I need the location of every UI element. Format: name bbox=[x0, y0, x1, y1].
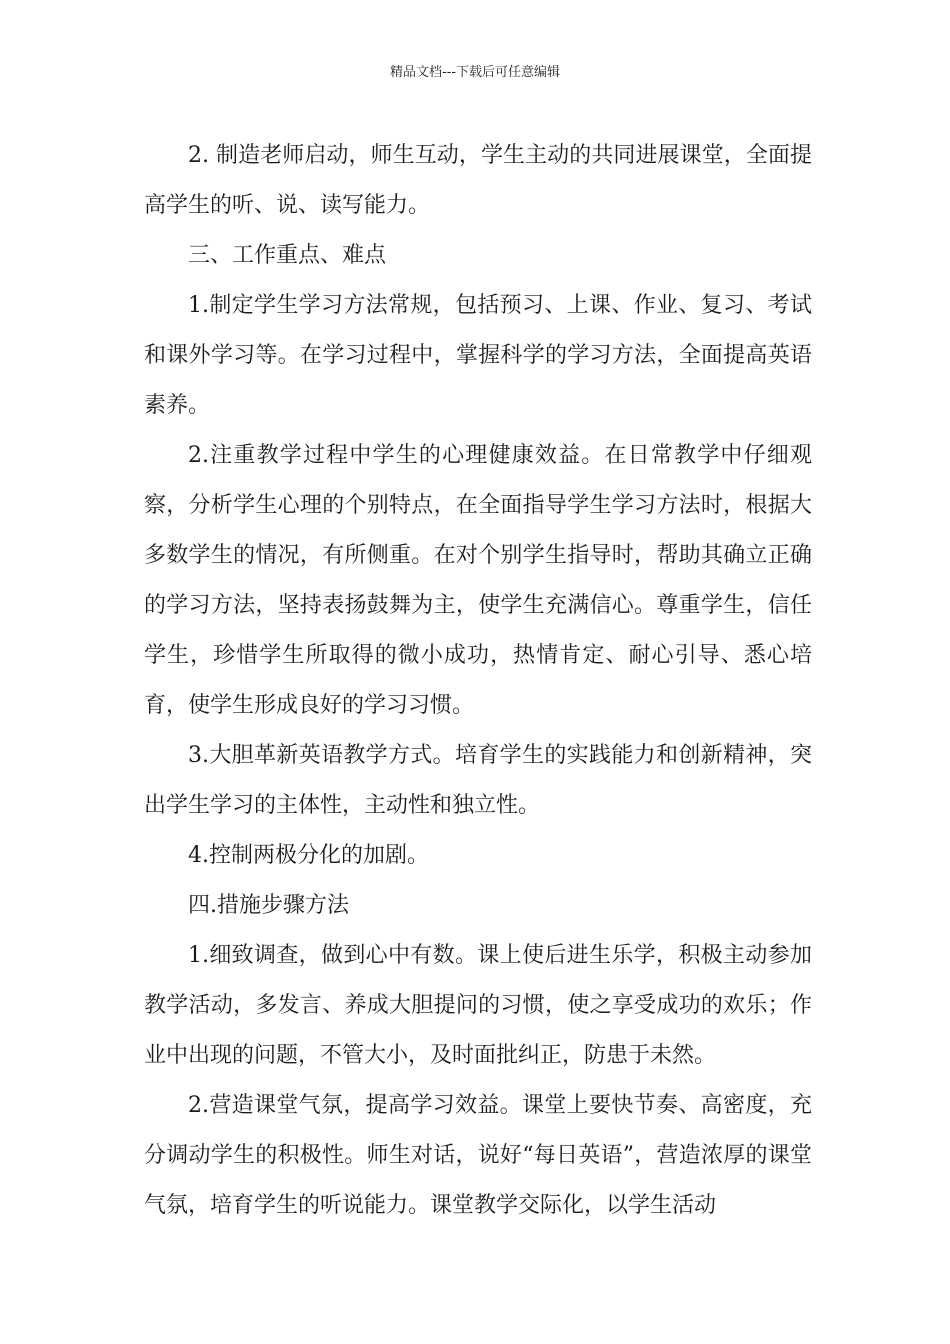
paragraph-focus-2: 2.注重教学过程中学生的心理健康效益。在日常教学中仔细观察，分析学生心理的个别特点，在全面指导学生学习方法时，根据大多数学生的情况，有所侧重。在对个别学生指导时，帮助其确立正确的学习方法，坚持表扬鼓舞为主，使学生充满信心。尊重学生，信任学生，珍惜学生所取得的微小成功，热情肯定、耐心引导、悉心培育，使学生形成良好的学习习惯。 bbox=[144, 443, 812, 718]
page-header: 精品文档---下载后可任意编辑 bbox=[389, 65, 561, 80]
paragraph-focus-4: 4.控制两极分化的加剧。 bbox=[188, 843, 429, 868]
document-body bbox=[144, 131, 812, 1231]
paragraph-measure-1: 1.细致调查，做到心中有数。课上使后进生乐学，积极主动参加教学活动，多发言、养成大胆提问的习惯，使之享受成功的欢乐；作业中出现的问题，不管大小，及时面批纠正，防患于未然。 bbox=[144, 943, 812, 1068]
paragraph-focus-3: 3.大胆革新英语教学方式。培育学生的实践能力和创新精神，突出学生学习的主体性，主动性和独立性。 bbox=[144, 743, 812, 818]
paragraph-goal-2: 2. 制造老师启动，师生互动，学生主动的共同进展课堂，全面提高学生的听、说、读写能力。 bbox=[144, 143, 812, 218]
paragraph-focus-1: 1.制定学生学习方法常规，包括预习、上课、作业、复习、考试和课外学习等。在学习过程中，掌握科学的学习方法，全面提高英语素养。 bbox=[144, 293, 812, 418]
section-heading-3: 三、工作重点、难点 bbox=[188, 243, 387, 268]
section-heading-4: 四.措施步骤方法 bbox=[188, 893, 349, 918]
paragraph-measure-2: 2.营造课堂气氛，提高学习效益。课堂上要快节奏、高密度，充分调动学生的积极性。师生对话，说好“每日英语”，营造浓厚的课堂气氛，培育学生的听说能力。课堂教学交际化，以学生活动 bbox=[144, 1093, 812, 1218]
